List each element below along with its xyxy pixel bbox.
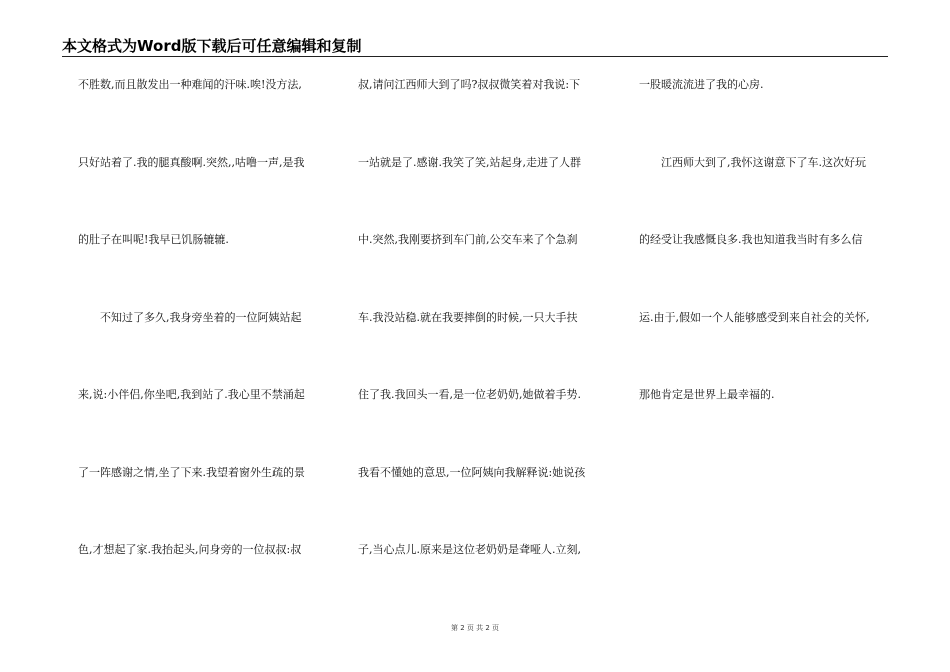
text-line: 运.由于,假如一个人能够感受到来自社会的关怀,: [639, 310, 870, 324]
text-line: 那他肯定是世界上最幸福的.: [639, 388, 775, 401]
text-line: 一股暖流流进了我的心房.: [639, 78, 764, 91]
text-line: 只好站着了.我的腿真酸啊.突然,,咕噜一声,是我: [78, 155, 305, 169]
text-column-3: [639, 77, 901, 465]
text-line: 中.突然,我刚要挤到车门前,公交车来了个急刹: [358, 233, 578, 246]
text-line: 不胜数,而且散发出一种难闻的汗味.唉!没方法,: [78, 78, 302, 91]
text-line: 一站就是了.感谢.我笑了笑,站起身,走进了人群: [358, 155, 581, 169]
text-line: 的经受让我感慨良多.我也知道我当时有多么信: [639, 233, 863, 246]
header-title: 本文格式为Word版下载后可任意编辑和复制: [62, 37, 362, 55]
text-line: 了一阵感谢之情,坐了下来.我望着窗外生疏的景: [78, 465, 305, 479]
text-line: 子,当心点儿.原来是这位老奶奶是聋哑人.立刻,: [358, 543, 581, 556]
page-header: [62, 34, 888, 57]
text-line: 来,说:小伴侣,你坐吧,我到站了.我心里不禁涌起: [78, 388, 305, 401]
text-line: 叔,请问江西师大到了吗?叔叔微笑着对我说:下: [358, 78, 581, 91]
text-line: 色,才想起了家.我抬起头,问身旁的一位叔叔:叔: [78, 543, 302, 556]
text-line: 不知过了多久,我身旁坐着的一位阿姨站起: [100, 310, 302, 324]
text-line: 我看不懂她的意思,一位阿姨向我解释说:她说孩: [358, 465, 586, 479]
text-line: 江西师大到了,我怀这谢意下了车.这次好玩: [661, 155, 866, 169]
text-line: 的肚子在叫呢!我早已饥肠辘辘.: [78, 233, 229, 246]
page-footer: [0, 623, 950, 633]
text-column-2: [358, 77, 620, 620]
page-number: 第 2 页 共 2 页: [450, 624, 500, 632]
text-column-1: [78, 77, 340, 620]
text-line: 车.我没站稳.就在我要摔倒的时候,一只大手扶: [358, 310, 578, 324]
text-line: 住了我.我回头一看,是一位老奶奶,她做着手势.: [358, 388, 581, 401]
